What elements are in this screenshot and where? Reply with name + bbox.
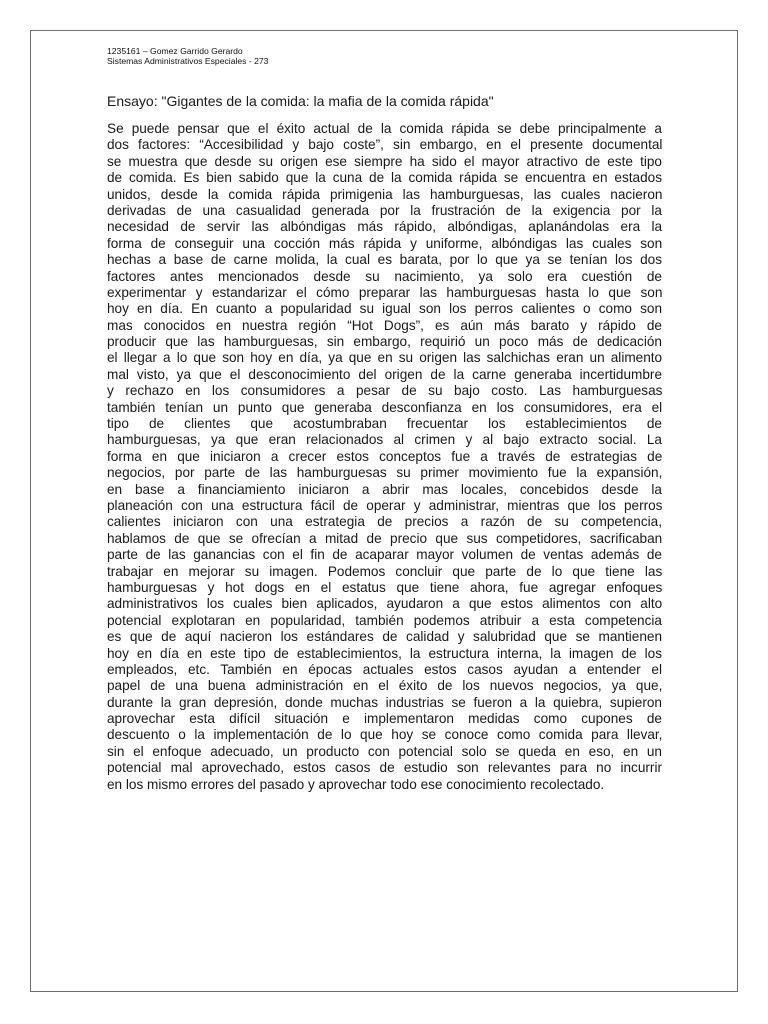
essay-line: hamburguesas, ya que eran relacionados al crimen y al bajo extracto social. La xyxy=(107,432,662,448)
essay-line: Se puede pensar que el éxito actual de la comida rápida se debe principalmente a xyxy=(107,121,662,136)
essay-line: mas conocidos en nuestra región “Hot Dogs”, es aún más barato y rápido de xyxy=(107,317,662,333)
essay-line: aprovechar esta difícil situación e implementaron medidas como cupones de xyxy=(107,711,662,727)
essay-line: hoy en día. En cuanto a popularidad su igual son los perros calientes o como son xyxy=(107,301,662,317)
essay-line: planeación con una estructura fácil de operar y administrar, mientras que los perros xyxy=(107,497,663,513)
essay-title: Ensayo: "Gigantes de la comida: la mafia de la comida rápida" xyxy=(107,93,494,109)
essay-line: parte de las ganancias con el fin de acaparar mayor volumen de ventas además de xyxy=(107,547,662,563)
essay-line: hechas a base de carne molida, la cual es barata, por lo que ya se tenían los dos xyxy=(107,252,662,268)
essay-line: unidos, desde la comida rápida primigenia las hamburguesas, las cuales nacieron xyxy=(107,186,663,202)
essay-line: dos factores: “Accesibilidad y bajo coste”, sin embargo, en el presente documental xyxy=(107,137,663,153)
essay-line: empleados, etc. También en épocas actuales estos casos ayudan a entender el xyxy=(107,661,662,677)
essay-line: tipo de clientes que acostumbraban frecuentar los establecimientos de xyxy=(107,416,662,432)
document-header xyxy=(107,46,268,66)
essay-line: papel de una buena administración en el éxito de los nuevos negocios, ya que, xyxy=(107,678,663,694)
essay-body xyxy=(107,121,662,793)
essay-line: durante la gran depresión, donde muchas industrias se fueron a la quiebra, supieron xyxy=(107,694,662,710)
document-page xyxy=(30,30,738,992)
essay-line: y rechazo en los consumidores a pesar de su bajo costo. Las hamburguesas xyxy=(107,383,663,399)
essay-line: descuento o la implementación de lo que hoy se conoce como comida para llevar, xyxy=(107,727,663,743)
essay-line: administrativos los cuales bien aplicados, ayudaron a que estos alimentos con alto xyxy=(107,596,663,612)
essay-line: experimentar y estandarizar el cómo preparar las hamburguesas hasta lo que son xyxy=(107,284,663,300)
essay-line: forma de conseguir una cocción más rápida y uniforme, albóndigas las cuales son xyxy=(107,235,663,251)
essay-line: derivadas de una casualidad generada por la frustración de la exigencia por la xyxy=(107,202,662,218)
essay-line: hamburguesas y hot dogs en el estatus que tiene ahora, fue agregar enfoques xyxy=(107,579,663,595)
essay-line: negocios, por parte de las hamburguesas su primer movimiento fue la expansión, xyxy=(107,465,663,481)
essay-line: forma en que iniciaron a crecer estos conceptos fue a través de estrategias de xyxy=(107,448,663,464)
essay-line: se muestra que desde su origen ese siempre ha sido el mayor atractivo de este tipo xyxy=(107,153,662,169)
essay-line: es que de aquí nacieron los estándares de calidad y salubridad que se mantienen xyxy=(107,629,662,645)
essay-line: sin el enfoque adecuado, un producto con potencial solo se queda en eso, en un xyxy=(107,743,662,759)
essay-line: hoy en día en este tipo de establecimientos, la estructura interna, la imagen de los xyxy=(107,645,662,661)
essay-line: producir que las hamburguesas, sin embargo, requirió un poco más de dedicación xyxy=(107,334,662,350)
author-line: 1235161 – Gomez Garrido Gerardo xyxy=(107,46,243,56)
essay-line: hablamos de que se ofrecían a mitad de precio que sus competidores, sacrificaban xyxy=(107,530,663,546)
course-line: Sistemas Administrativos Especiales - 273 xyxy=(107,56,269,66)
essay-line: calientes iniciaron con una estrategia de precios a razón de su competencia, xyxy=(107,514,662,530)
essay-line: mal visto, ya que el desconocimiento del origen de la carne generaba incertidumbre xyxy=(107,366,663,382)
essay-line: también tenían un punto que generaba desconfianza en los consumidores, era el xyxy=(107,399,663,415)
essay-line: en los mismo errores del pasado y aprovechar todo ese conocimiento recolectado. xyxy=(107,776,605,792)
essay-line: el llegar a lo que son hoy en día, ya que en su origen las salchichas eran un alimento xyxy=(107,350,663,366)
essay-line: trabajar en mejorar su imagen. Podemos concluir que parte de lo que tiene las xyxy=(107,563,663,579)
essay-line: en base a financiamiento iniciaron a abrir mas locales, concebidos desde la xyxy=(107,481,662,497)
essay-line: potencial explotaran en popularidad, también podemos atribuir a esta competencia xyxy=(107,612,662,628)
essay-line: potencial mal aprovechado, estos casos de estudio son relevantes para no incurrir xyxy=(107,760,662,776)
essay-line: de comida. Es bien sabido que la cuna de la comida rápida se encuentra en estados xyxy=(107,170,662,186)
essay-line: necesidad de servir las albóndigas más rápido, albóndigas, aplanándolas era la xyxy=(107,219,663,235)
essay-line: factores antes mencionados desde su nacimiento, ya solo era cuestión de xyxy=(107,268,662,284)
